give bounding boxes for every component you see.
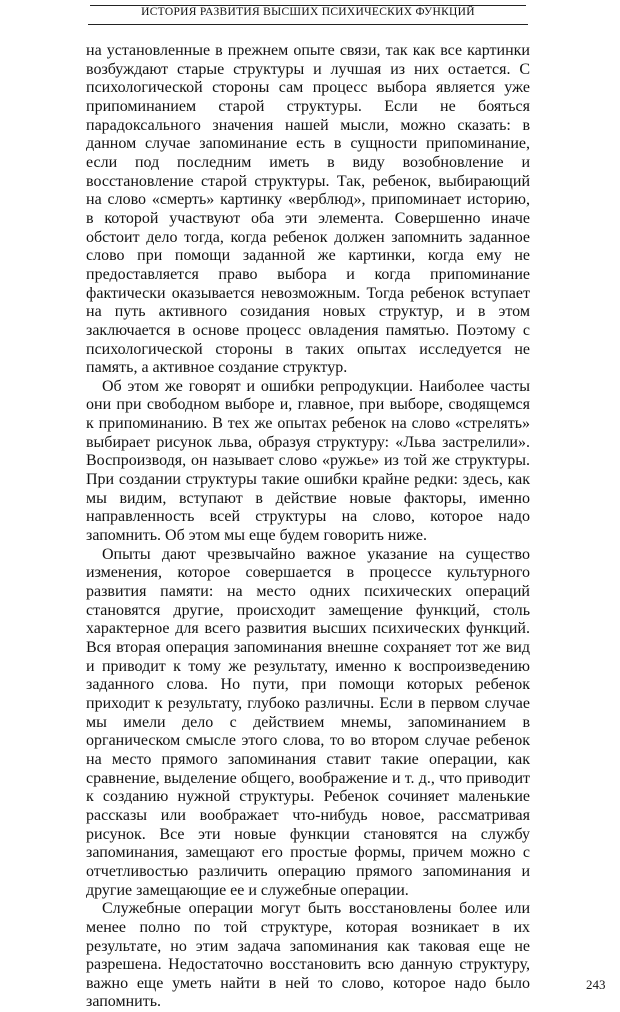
body-text [86,42,530,1012]
header-rule-bottom [88,24,528,25]
paragraph-4: Служебные операции могут быть восстановлены более или менее полно по той структуре, которая возникает в их результате, но этим задача запоминания как таковая еще не разрешена. Недостаточно восстановить всю данную структуру, важно еще уметь найти в ней то слово, которое надо было запомнить. [86,900,530,1011]
page-number: 243 [586,977,606,992]
running-head: ИСТОРИЯ РАЗВИТИЯ ВЫСШИХ ПСИХИЧЕСКИХ ФУНКЦИЙ [141,6,475,18]
paragraph-1: на установленные в прежнем опыте связи, так как все картинки возбуждают старые структуры и лучшая из них остается. С психологической стороны сам процесс выбора является уже припоминанием старой структуры. Если не бояться парадоксального значения нашей мысли, можно сказать: в данном случае запоминание есть в сущности припоминание, если под последним иметь в виду возобновление и восстановление старой структуры. Так, ребенок, выбирающий на слово «смерть» картинку «верблюд», припоминает историю, в которой участвуют оба эти элемента. Совершенно иначе обстоит дело тогда, когда ребенок должен запомнить заданное слово при помощи заданной же картинки, когда ему не предоставляется право выбора и когда припоминание фактически оказывается невозможным. Тогда ребенок вступает на путь активного созидания новых структур, и в этом заключается в основе процесс овладения памятью. Поэтому с психологической стороны в таких опытах исследуется не память, а активное создание структур. [86,42,530,377]
paragraph-3: Опыты дают чрезвычайно важное указание на существо изменения, которое совершается в процессе культурного развития памяти: на место одних психических операций становятся другие, происходит замещение функций, столь характерное для всего развития высших психических функций. Вся вторая операция запоминания внешне сохраняет тот же вид и приводит к тому же результату, именно к воспроизведению заданного слова. Но пути, при помощи которых ребенок приходит к результату, глубоко различны. Если в первом случае мы имели дело с действием мнемы, запоминанием в органическом смысле этого слова, то во втором случае ребенок на место прямого запоминания ставит такие операции, как сравнение, выделение общего, воображение и т. д., что приводит к созданию нужной структуры. Ребенок сочиняет маленькие рассказы или воображает что-нибудь новое, рассматривая рисунок. Все эти новые функции становятся на службу запоминания, замещают его простые формы, причем можно с отчетливостью различить операцию прямого запоминания и другие замещающие ее и служебные операции. [86,545,530,899]
paragraph-2: Об этом же говорят и ошибки репродукции. Наиболее часты они при свободном выборе и, главное, при выборе, сводящемся к припоминанию. В тех же опытах ребенок на слово «стрелять» выбирает рисунок льва, образуя структуру: «Льва застрелили». Воспроизводя, он называет слово «ружье» из той же структуры. При создании структуры такие ошибки крайне редки: здесь, как мы видим, вступают в действие новые факторы, именно направленность всей структуры на слово, которое надо запомнить. Об этом мы еще будем говорить ниже. [86,377,530,545]
